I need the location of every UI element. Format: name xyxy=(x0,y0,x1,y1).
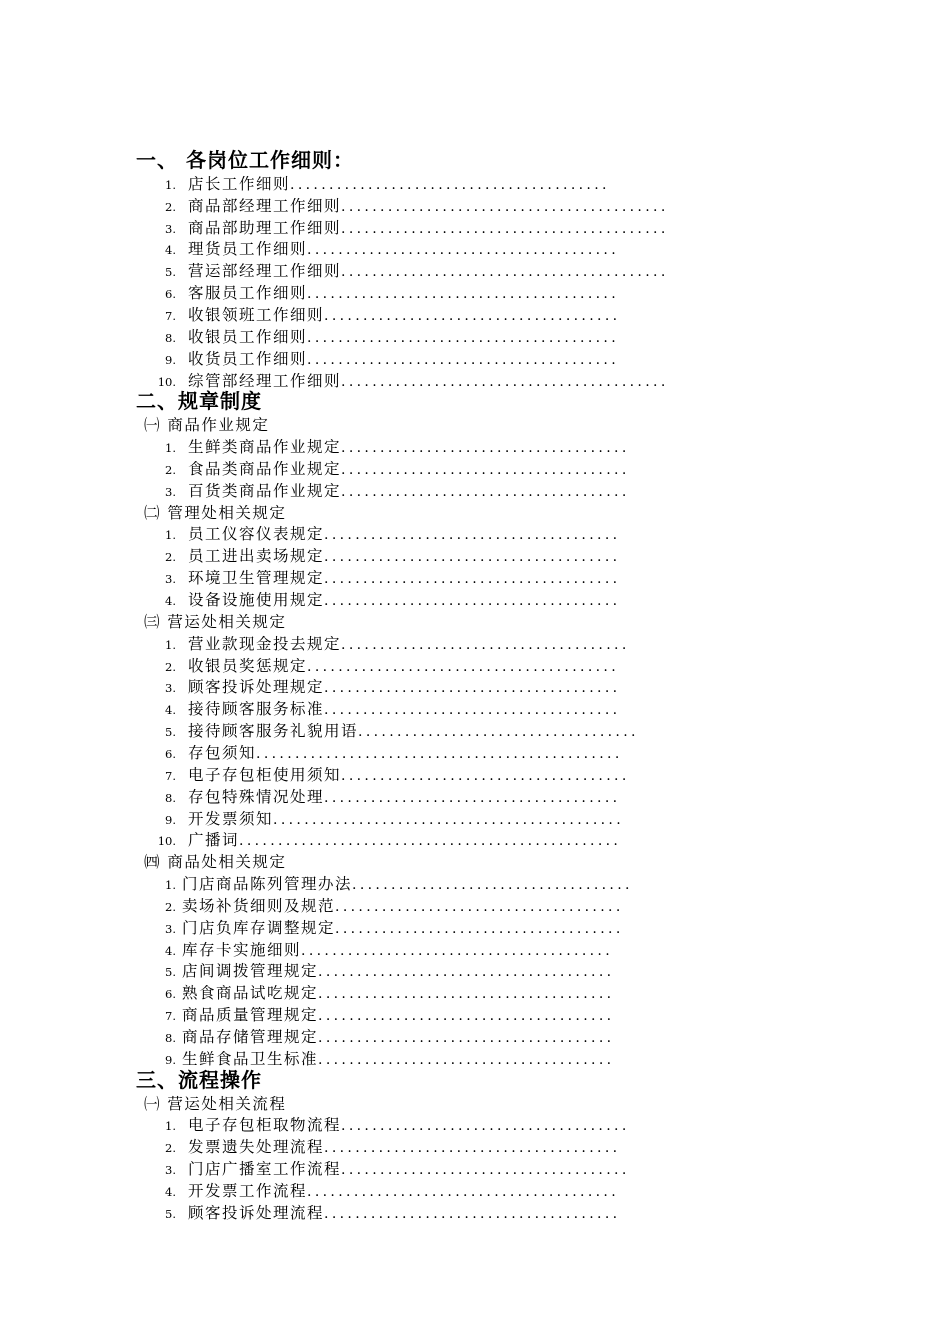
toc-entry[interactable] xyxy=(150,304,620,326)
dot-leader: .......................................... xyxy=(341,373,669,390)
toc-entry[interactable] xyxy=(150,982,614,1004)
entry-number: 9. xyxy=(165,812,176,827)
dot-leader: ...................................... xyxy=(324,789,621,806)
toc-entry[interactable] xyxy=(150,698,620,720)
entry-number: 1. xyxy=(165,1119,176,1134)
dot-leader: ........................................ xyxy=(307,658,620,675)
dot-leader: ..................................... xyxy=(341,636,630,653)
entry-title: 理货员工作细则 xyxy=(188,240,308,259)
entry-number: 6. xyxy=(165,287,176,302)
entry-number: 6. xyxy=(165,987,176,1002)
toc-entry[interactable] xyxy=(150,808,624,830)
entry-number: 5. xyxy=(165,1206,176,1221)
toc-entry[interactable] xyxy=(150,1158,630,1180)
dot-leader: ..................................... xyxy=(341,483,630,500)
entry-title: 开发票工作流程 xyxy=(188,1181,308,1200)
entry-title: 库存卡实施细则 xyxy=(182,940,302,959)
entry-number: 7. xyxy=(165,308,176,323)
section-heading: 三、流程操作 xyxy=(136,1067,262,1092)
dot-leader: ........................................ xyxy=(307,1183,620,1200)
entry-title: 收货员工作细则 xyxy=(188,349,308,368)
entry-title: 商品质量管理规定 xyxy=(182,1006,319,1025)
dot-leader: ...................................... xyxy=(324,307,621,324)
toc-entry[interactable] xyxy=(150,829,621,851)
entry-title: 设备设施使用规定 xyxy=(188,591,325,609)
toc-entry[interactable] xyxy=(150,1202,620,1224)
toc-entry[interactable] xyxy=(150,195,669,217)
toc-entry[interactable] xyxy=(150,786,620,808)
entry-number: 8. xyxy=(165,1031,176,1045)
entry-title: 收银员工作细则 xyxy=(188,327,308,346)
toc-entry[interactable] xyxy=(150,173,610,195)
entry-title: 生鲜类商品作业规定 xyxy=(188,438,342,457)
dot-leader: ........................................ xyxy=(307,329,620,346)
dot-leader: ..................................... xyxy=(341,1118,630,1135)
dot-leader: .................................... xyxy=(352,877,633,894)
toc-entry[interactable] xyxy=(150,1026,614,1048)
entry-number: 7. xyxy=(165,1009,176,1024)
entry-title: 员工进出卖场规定 xyxy=(188,547,325,566)
entry-number: 10. xyxy=(157,374,176,389)
entry-number: 1. xyxy=(165,637,176,652)
entry-title: 客服员工作细则 xyxy=(188,284,308,303)
toc-entry[interactable] xyxy=(150,873,633,895)
dot-leader: ...................................... xyxy=(318,1051,615,1068)
entry-title: 电子存包柜使用须知 xyxy=(188,765,342,784)
toc-entry[interactable] xyxy=(150,895,624,917)
entry-title: 生鲜食品卫生标准 xyxy=(182,1049,319,1068)
entry-title: 商品部经理工作细则 xyxy=(188,196,342,215)
dot-leader: ...................................... xyxy=(324,571,621,588)
entry-number: 2. xyxy=(165,659,176,674)
toc-entry[interactable] xyxy=(150,282,619,304)
entry-number: 1. xyxy=(165,878,176,893)
entry-number: 5. xyxy=(165,725,176,740)
toc-entry[interactable] xyxy=(150,217,669,239)
dot-leader: .......................................... xyxy=(341,220,669,237)
dot-leader: ..................................... xyxy=(341,461,630,478)
toc-entry[interactable] xyxy=(150,348,619,370)
entry-number: 3. xyxy=(165,681,176,696)
entry-number: 4. xyxy=(165,243,176,258)
entry-number: 5. xyxy=(165,265,176,280)
entry-title: 员工仪容仪表规定 xyxy=(188,525,325,544)
toc-entry[interactable] xyxy=(150,1136,620,1158)
toc-entry[interactable] xyxy=(150,720,639,742)
dot-leader: ............................................. xyxy=(273,811,625,828)
entry-number: 6. xyxy=(165,746,176,761)
entry-title: 环境卫生管理规定 xyxy=(188,569,325,588)
entry-number: 7. xyxy=(165,768,176,783)
subsection-label: ㈣ 商品处相关规定 xyxy=(144,853,287,872)
entry-number: 3. xyxy=(165,221,176,236)
entry-title: 卖场补货细则及规范 xyxy=(182,896,336,915)
dot-leader: ...................................... xyxy=(318,1030,615,1046)
dot-leader: ...................................... xyxy=(324,593,621,609)
entry-title: 开发票须知 xyxy=(188,809,274,828)
entry-number: 1. xyxy=(165,177,176,192)
entry-number: 2. xyxy=(165,899,176,914)
entry-title: 营业款现金投去规定 xyxy=(188,634,342,653)
entry-title: 接待顾客服务礼貌用语 xyxy=(188,722,359,741)
dot-leader: ........................................ xyxy=(307,351,620,368)
entry-title: 存包特殊情况处理 xyxy=(188,787,325,806)
entry-title: 顾客投诉处理规定 xyxy=(188,678,325,697)
toc-entry[interactable] xyxy=(150,1004,614,1026)
toc-entry[interactable] xyxy=(150,326,619,348)
subsection-label: ㈠ 商品作业规定 xyxy=(144,416,270,435)
dot-leader: ...................................... xyxy=(324,549,621,566)
entry-number: 2. xyxy=(165,1141,176,1156)
entry-number: 9. xyxy=(165,352,176,367)
entry-title: 顾客投诉处理流程 xyxy=(188,1203,325,1222)
entry-number: 8. xyxy=(165,790,176,805)
entry-number: 4. xyxy=(165,703,176,718)
entry-number: 10. xyxy=(157,834,176,849)
toc-entry[interactable] xyxy=(150,1180,619,1202)
dot-leader: ........................................ xyxy=(307,242,620,259)
entry-title: 食品类商品作业规定 xyxy=(188,459,342,478)
entry-title: 收银领班工作细则 xyxy=(188,305,325,324)
toc-entry[interactable] xyxy=(150,655,619,677)
entry-number: 4. xyxy=(165,594,176,608)
toc-entry[interactable] xyxy=(150,939,613,961)
dot-leader: .................................... xyxy=(358,724,639,741)
dot-leader: ..................................... xyxy=(335,920,624,937)
entry-number: 3. xyxy=(165,572,176,587)
dot-leader: ..................................... xyxy=(341,440,630,457)
toc-entry[interactable] xyxy=(150,523,620,545)
dot-leader: .......................................... xyxy=(341,264,669,281)
entry-number: 5. xyxy=(165,965,176,980)
toc-entry[interactable] xyxy=(150,480,630,502)
section-heading: 一、 各岗位工作细则： xyxy=(136,148,354,172)
dot-leader: .......................................... xyxy=(341,198,669,215)
dot-leader: ...................................... xyxy=(324,527,621,544)
toc-entry[interactable] xyxy=(150,567,620,589)
toc-entry[interactable] xyxy=(150,260,669,282)
subsection-label: ㈠ 营运处相关流程 xyxy=(144,1094,287,1113)
toc-entry[interactable] xyxy=(150,589,620,611)
dot-leader: ...................................... xyxy=(324,1140,621,1157)
dot-leader: ............................................... xyxy=(256,745,623,762)
entry-title: 商品部助理工作细则 xyxy=(188,218,342,237)
dot-leader: ........................................ xyxy=(307,286,620,303)
dot-leader: ........................................ xyxy=(301,942,614,959)
dot-leader: ...................................... xyxy=(318,986,615,1003)
toc-entry[interactable] xyxy=(150,545,620,567)
toc-entry[interactable] xyxy=(150,742,623,764)
entry-title: 百货类商品作业规定 xyxy=(188,481,342,500)
dot-leader: ......................................... xyxy=(290,176,610,193)
entry-title: 店长工作细则 xyxy=(188,174,291,193)
entry-number: 2. xyxy=(165,550,176,565)
dot-leader: ...................................... xyxy=(318,964,615,981)
entry-number: 1. xyxy=(165,528,176,543)
subsection-label: ㈢ 营运处相关规定 xyxy=(144,612,287,631)
entry-number: 8. xyxy=(165,330,176,345)
toc-entry[interactable] xyxy=(150,764,630,786)
section-heading: 二、规章制度 xyxy=(136,389,262,414)
entry-number: 3. xyxy=(165,1163,176,1178)
entry-title: 门店负库存调整规定 xyxy=(182,918,336,937)
toc-entry[interactable] xyxy=(150,960,614,982)
toc-entry[interactable] xyxy=(150,676,620,698)
dot-leader: ...................................... xyxy=(324,1205,621,1222)
dot-leader: ..................................... xyxy=(335,898,624,915)
dot-leader: ................................................. xyxy=(239,833,622,850)
dot-leader: ...................................... xyxy=(324,680,621,697)
dot-leader: ...................................... xyxy=(318,1008,615,1025)
entry-title: 电子存包柜取物流程 xyxy=(188,1116,342,1135)
entry-title: 商品存储管理规定 xyxy=(182,1028,319,1046)
entry-number: 4. xyxy=(165,1184,176,1199)
entry-number: 2. xyxy=(165,199,176,214)
entry-number: 4. xyxy=(165,943,176,958)
dot-leader: ..................................... xyxy=(341,767,630,784)
entry-title: 门店广播室工作流程 xyxy=(188,1160,342,1179)
entry-title: 存包须知 xyxy=(188,743,257,762)
toc-entry[interactable] xyxy=(150,458,630,480)
entry-title: 营运部经理工作细则 xyxy=(188,262,342,281)
dot-leader: ..................................... xyxy=(341,1162,630,1179)
entry-title: 接待顾客服务标准 xyxy=(188,700,325,719)
entry-title: 店间调拨管理规定 xyxy=(182,962,319,981)
entry-title: 发票遗失处理流程 xyxy=(188,1138,325,1157)
toc-entry[interactable] xyxy=(150,917,624,939)
entry-number: 2. xyxy=(165,462,176,477)
entry-title: 广播词 xyxy=(188,831,240,850)
toc-entry[interactable] xyxy=(150,238,619,260)
toc-entry[interactable] xyxy=(150,1114,630,1136)
dot-leader: ...................................... xyxy=(324,702,621,719)
entry-number: 3. xyxy=(165,921,176,936)
entry-title: 熟食商品试吃规定 xyxy=(182,984,319,1003)
entry-number: 1. xyxy=(165,441,176,456)
toc-entry[interactable] xyxy=(150,436,630,458)
entry-number: 9. xyxy=(165,1052,176,1067)
entry-number: 3. xyxy=(165,484,176,499)
entry-title: 综管部经理工作细则 xyxy=(188,371,342,390)
subsection-label: ㈡ 管理处相关规定 xyxy=(144,503,287,522)
toc-entry[interactable] xyxy=(150,633,630,655)
entry-title: 门店商品陈列管理办法 xyxy=(182,875,353,894)
entry-title: 收银员奖惩规定 xyxy=(188,656,308,675)
